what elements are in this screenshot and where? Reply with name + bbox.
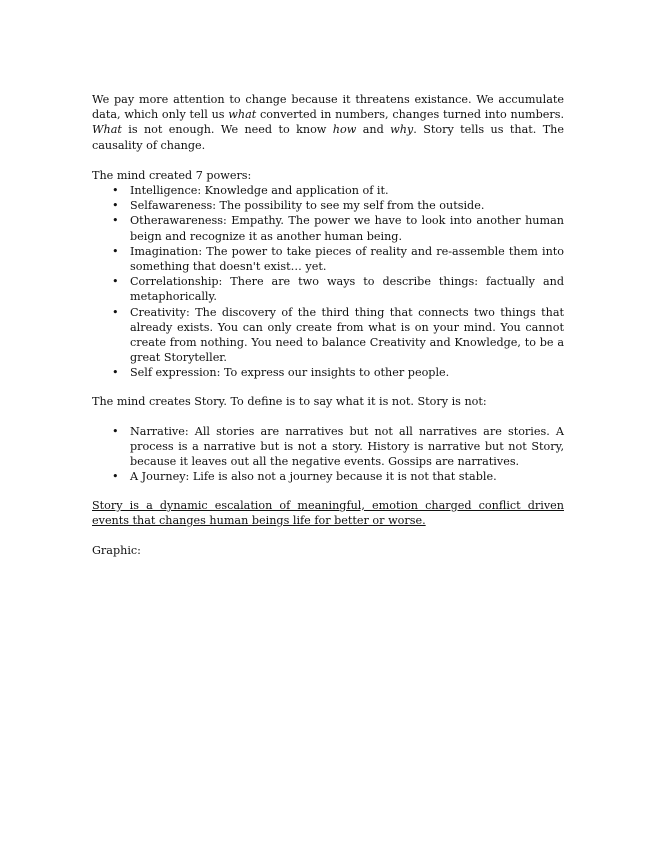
story-not-list [92,424,564,485]
powers-list [92,183,564,381]
intro-text-5: . Story tells us that. The causality of change. [92,123,564,152]
intro-emphasis-what-1: what [228,108,257,122]
list-item-power: • Creativity: The discovery of the third thing that connects two things that already exists. You can only create from what is on your mind. You cannot create from nothing. You need to balance Creativity and Knowledge, to be a great Storyteller. [92,305,564,366]
graphic-label: Graphic: [92,544,141,558]
intro-paragraph [92,92,564,153]
document-body [92,92,564,558]
intro-text-4: and [356,123,391,137]
list-item-power: • Otherawareness: Empathy. The power we have to look into another human beign and recognize it as another human being. [92,213,564,243]
list-item-power: • Selfawareness: The possibility to see my self from the outside. [92,198,564,213]
story-definition: Story is a dynamic escalation of meaningful, emotion charged conflict driven events that changes human beings life for better or worse. [92,498,564,527]
powers-heading: The mind created 7 powers: [92,168,252,182]
story-heading: The mind creates Story. To define is to say what it is not. Story is not: [92,394,487,408]
list-item-story-not: • A Journey: Life is also not a journey because it is not that stable. [92,469,564,484]
list-item-power: • Imagination: The power to take pieces of reality and re-assemble them into something that doesn't exist… yet. [92,244,564,274]
intro-text-3: is not enough. We need to know [121,123,333,137]
intro-text-2: converted in numbers, changes turned into numbers. [256,108,564,122]
list-item-power: • Self expression: To express our insights to other people. [92,365,564,380]
intro-text-1: We pay more attention to change because it threatens existance. We accumulate data, which only tell us [92,93,564,122]
list-item-power: • Intelligence: Knowledge and application of it. [92,183,564,198]
intro-emphasis-what-2: What [92,123,122,137]
list-item-story-not: • Narrative: All stories are narratives but not all narratives are stories. A process is a narrative but is not a story. History is narrative but not Story, because it leaves out all the negative events. Gossips are narratives. [92,424,564,470]
intro-emphasis-how: how [332,123,357,137]
intro-emphasis-why: why [390,123,414,137]
list-item-power: • Correlationship: There are two ways to describe things: factually and metaphorically. [92,274,564,304]
